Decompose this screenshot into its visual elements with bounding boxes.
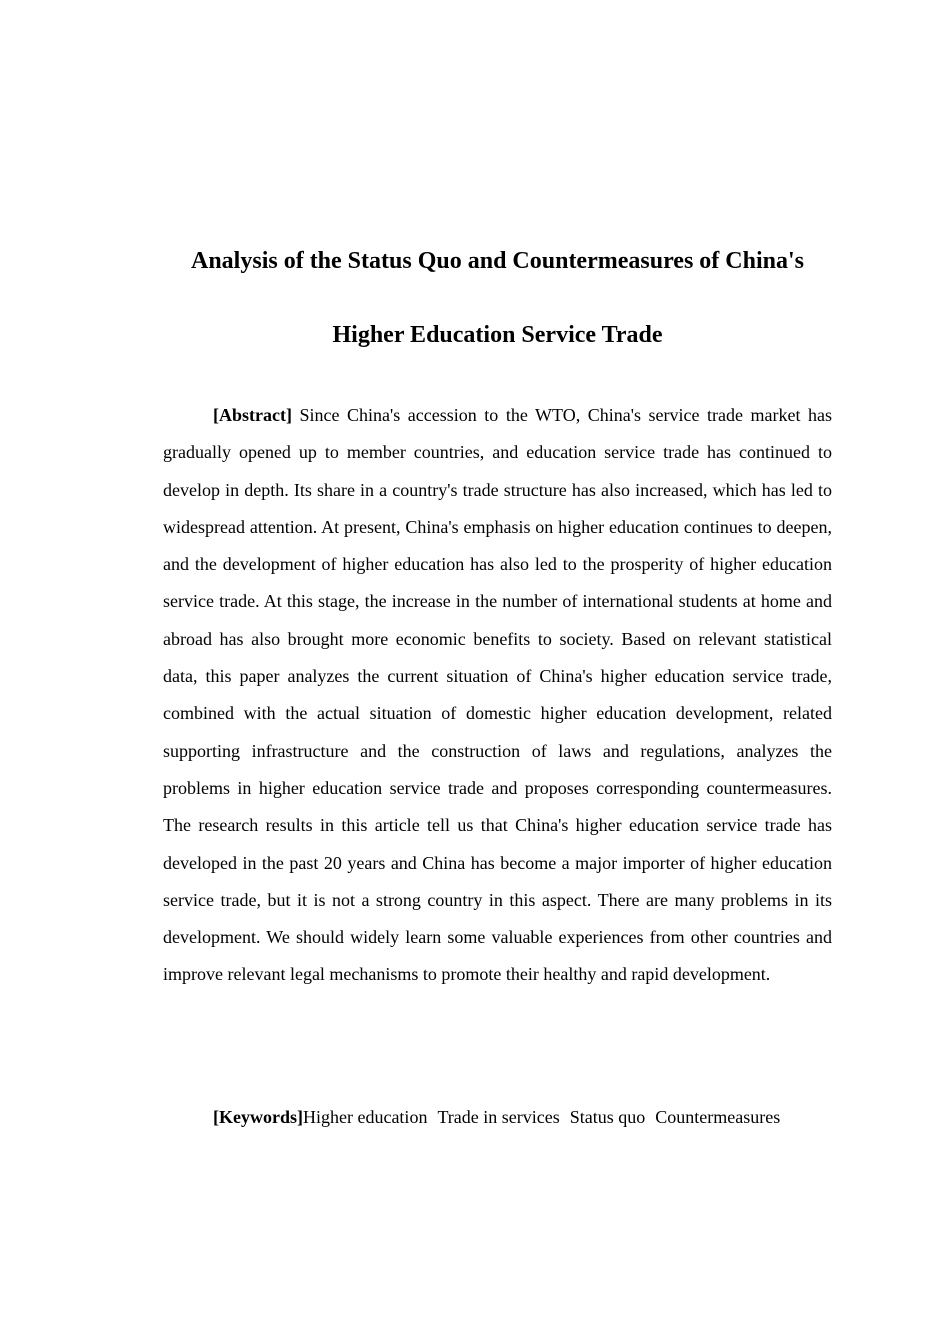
abstract-text: Since China's accession to the WTO, China's service trade market has gradually opened up to member countries, and education service trade has continued to develop in depth. Its share in a country's trade structure has also increased, which has led to widespread attention. At present, China's emphasis on higher education continues to deepen, and the development of higher education has also led to the prosperity of higher education service trade. At this stage, the increase in the number of international students at home and abroad has also brought more economic benefits to society. Based on relevant statistical data, this paper analyzes the current situation of China's higher education service trade, combined with the actual situation of domestic higher education development, related supporting infrastructure and the construction of laws and regulations, analyzes the problems in higher education service trade and proposes corresponding countermeasures. The research results in this article tell us that China's higher education service trade has developed in the past 20 years and China has become a major importer of higher education service trade, but it is not a strong country in this aspect. There are many problems in its development. We should widely learn some valuable experiences from other countries and improve relevant legal mechanisms to promote their healthy and rapid development. — [163, 405, 832, 985]
keyword-item: Status quo — [569, 1107, 646, 1127]
keyword-item: Trade in services — [437, 1107, 560, 1127]
keyword-item: Higher education — [302, 1107, 428, 1127]
title-line-1: Analysis of the Status Quo and Countermeasures of China's — [191, 248, 804, 274]
abstract-paragraph — [163, 397, 832, 994]
abstract-label: [Abstract] — [213, 405, 292, 425]
title-line-2: Higher Education Service Trade — [332, 322, 663, 348]
keyword-item: Countermeasures — [655, 1107, 781, 1127]
keywords-line — [163, 1102, 863, 1132]
keywords-label: [Keywords] — [213, 1107, 303, 1127]
